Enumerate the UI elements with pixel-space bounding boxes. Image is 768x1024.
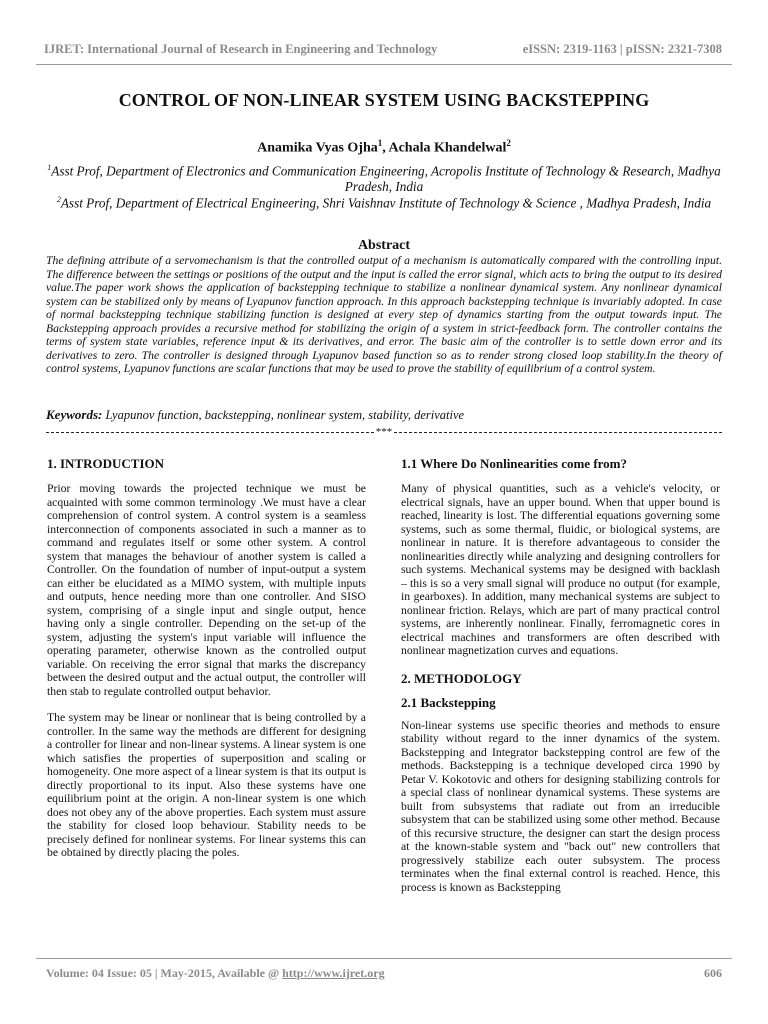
footer-volume: [46, 966, 385, 981]
author-separator: ,: [382, 140, 389, 156]
paragraph: Non-linear systems use specific theories and methods to ensure stability without regard to the inner dynamics of the system. Backstepping and Integrator backstepping control are few of the methods. Backstepping is a technique developed circa 1990 by Petar V. Kokotovic and others for designing stabilizing controls for a special class of nonlinear dynamical systems. These systems are built from subsystems that radiate out from an irreducible subsystem that can be stabilized using some other method. Because of this recursive structure, the designer can start the design process at the known-stable system and "back out" new controllers that progressively stabilize each outer subsystem. The process terminates when the final external control is reached. Hence, this process is known as Backstepping: [401, 718, 720, 894]
affiliation-superscript: 1: [47, 163, 52, 172]
author-name: Anamika Vyas Ojha: [257, 140, 378, 156]
journal-name: IJRET: International Journal of Research in Engineering and Technology: [44, 42, 438, 56]
keywords: [46, 407, 722, 423]
right-column: [401, 456, 720, 907]
author-list: [0, 138, 768, 157]
abstract-text: The defining attribute of a servomechanism is that the controlled output of a mechanism is automatically compared with the controlling input. The difference between the settings or positions of the output and the input is called the error signal, which acts to bring the output to its desired value.The paper work shows the application of backstepping technique to stabilize a nonlinear dynamical system. Any nonlinear dynamical system can be stabilized only by means of Lyapunov function approach. In this approach backstepping technique is invariably adopted. In case of normal backstepping technique stabilizing function is designed at every step of dynamics starting from the output towards input. The Backstepping approach provides a recursive method for stabilizing the origin of a system in strict-feedback form. The controller contains the terms of system state variables, reference input & its derivatives, and error. The basic aim of the controller is to settle down error and its derivatives to zero. The controller is designed through Lyapunov based function so as to render strong closed loop stability.In the theory of control systems, Lyapunov functions are scalar functions that may be used to prove the stability of equilibrium of a control system.: [46, 254, 722, 375]
author-name: Achala Khandelwal: [388, 140, 507, 156]
section-divider: [46, 426, 722, 439]
paragraph: Prior moving towards the projected technique we must be acquainted with some common terminology .We must have a clear comprehension of control system. A control system is a seamless interconnection of components associated in such a manner as to command and regulates itself or some other system. A control system that manages the behaviour of another system is called a Controller. On the foundation of number of input-output a system can either be elucidated as a MIMO system, with multiple inputs and outputs, hence needing more than one controller. And SISO system, comprising of a single input and single output, hence having only a single controller. Depending on the set-up of the system, adjusting the system's input variable will influence the operating parameter, otherwise known as the controlled output variable. On receiving the error signal that marks the discrepancy between the desired output and the actual output, the controller will then stab to regulate controlled output behavior.: [47, 482, 366, 698]
left-column: [47, 456, 366, 873]
affiliation-text: Asst Prof, Department of Electronics and Communication Engineering, Acropolis Institute of Technology & Research, Madhya Pradesh, India: [51, 163, 721, 195]
affiliation: [46, 160, 722, 195]
subsection-heading: 2.1 Backstepping: [401, 694, 496, 710]
footer-rule: [36, 958, 732, 959]
divider-stars: ***: [375, 426, 393, 438]
paragraph: Many of physical quantities, such as a vehicle's velocity, or electrical signals, have an upper bound. When that upper bound is reached, linearity is lost. The differential equations governing some systems, such as some thermal, fluidic, or biological systems, are nonlinear in nature. It is therefore advantageous to consider the nonlinearities directly while analyzing and designing controllers for such systems. Mechanical systems may be designed with backlash – this is so a very small signal will produce no output (for example, in gearboxes). In addition, many mechanical systems are subject to nonlinear friction. Relays, which are part of many practical control systems, are inherently nonlinear. Finally, ferromagnetic cores in electrical machines and transformers are often described with nonlinear magnetization curves and equations.: [401, 482, 720, 657]
running-footer: [46, 966, 722, 981]
section-heading: 1. INTRODUCTION: [47, 456, 165, 471]
abstract-heading: Abstract: [357, 238, 411, 253]
keywords-text: Lyapunov function, backstepping, nonlinear system, stability, derivative: [102, 408, 465, 422]
header-rule: [36, 64, 732, 65]
issn-info: eISSN: 2319-1163 | pISSN: 2321-7308: [522, 42, 722, 56]
subsection-heading: 1.1 Where Do Nonlinearities come from?: [401, 456, 628, 471]
journal-link[interactable]: http://www.ijret.org: [282, 966, 385, 980]
author-superscript: 1: [377, 138, 383, 148]
divider-dash-right: [394, 432, 722, 433]
footer-volume-text: Volume: 04 Issue: 05 | May-2015, Available @: [46, 966, 283, 980]
affiliation-text: Asst Prof, Department of Electrical Engineering, Shri Vaishnav Institute of Technology & Science , Madhya Pradesh, India: [60, 195, 712, 211]
divider-dash-left: [46, 432, 374, 433]
affiliation: [46, 192, 722, 211]
affiliation-superscript: 2: [56, 195, 61, 204]
paper-title: CONTROL OF NON-LINEAR SYSTEM USING BACKSTEPPING: [118, 90, 650, 110]
author-superscript: 2: [506, 138, 511, 148]
keywords-label: Keywords:: [46, 407, 103, 422]
section-heading: 2. METHODOLOGY: [401, 670, 522, 686]
running-header: [44, 42, 722, 57]
paragraph: The system may be linear or nonlinear that is being controlled by a controller. In the same way the methods are different for designing a controller for linear and non-linear systems. A linear system is one which satisfies the properties of superposition and scaling or homogeneity. One more aspect of a linear system is that its output is directly proportional to its input. Also these systems have one equilibrium point at the origin. A non-linear system is one which does not obey any of the above properties. Each system must assure the stability for closed loop behaviour. Stability needs to be precisely defined for nonlinear systems. For linear systems this can be obtained by directly placing the poles.: [47, 711, 366, 859]
page-number: 606: [704, 966, 722, 980]
